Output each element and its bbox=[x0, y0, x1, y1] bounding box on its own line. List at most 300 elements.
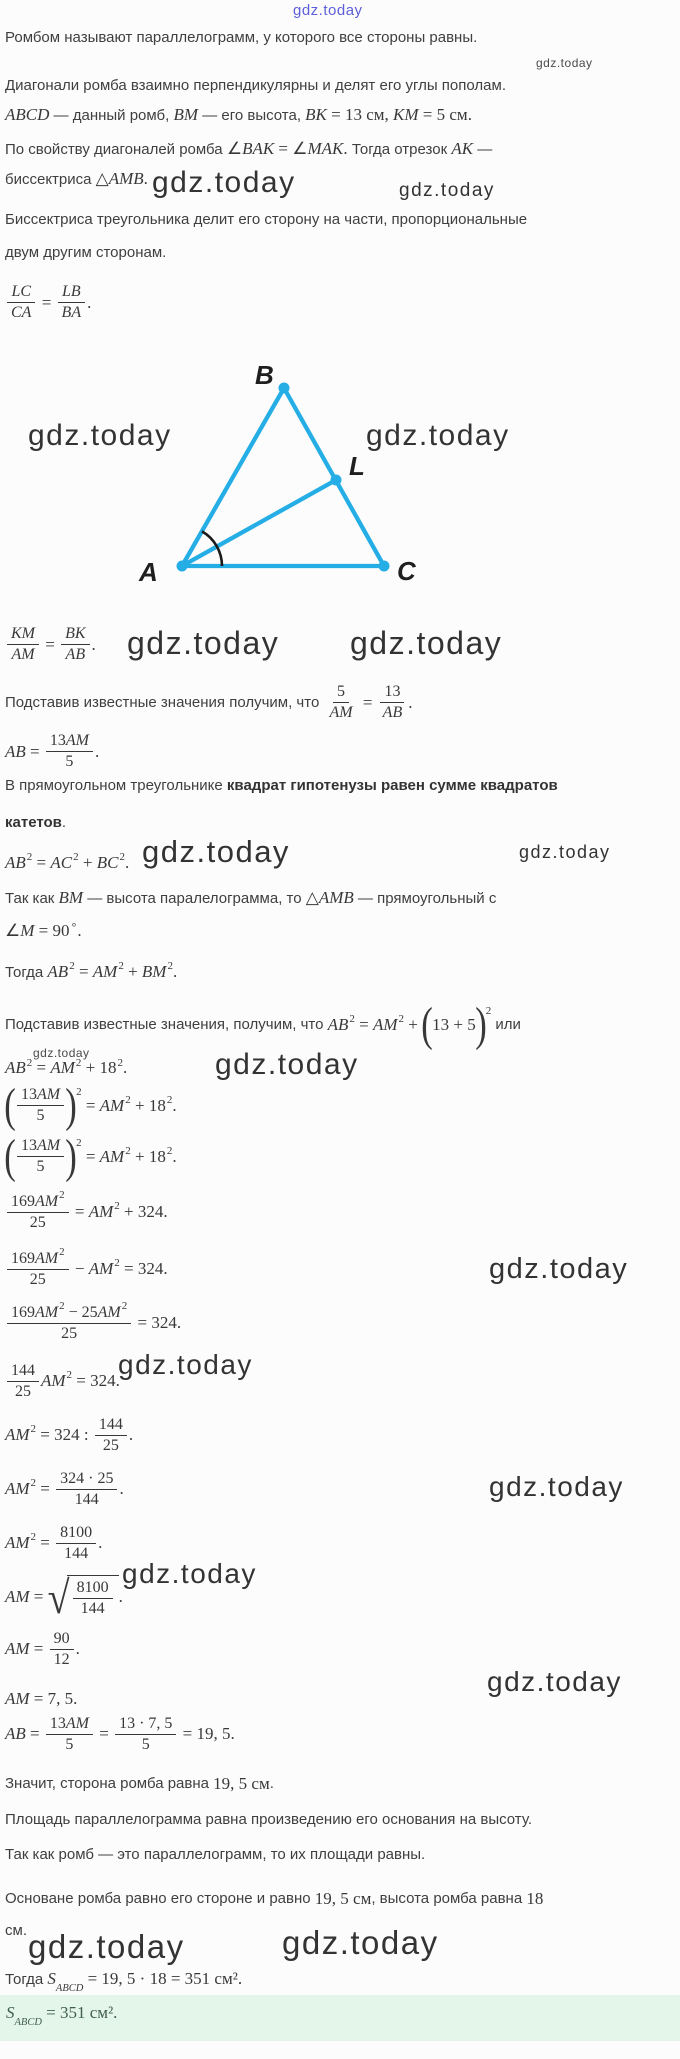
token-text: 324 · 25 bbox=[60, 1469, 114, 1487]
fraction bbox=[17, 1136, 64, 1177]
token-text: 169 bbox=[11, 1303, 35, 1321]
math-token bbox=[131, 1096, 149, 1116]
token-text: BM bbox=[58, 888, 84, 907]
math-token bbox=[227, 777, 558, 794]
token-text: . bbox=[172, 1095, 177, 1115]
token-text: . bbox=[269, 1775, 274, 1793]
math-token bbox=[5, 1479, 36, 1499]
math-token bbox=[32, 853, 50, 873]
solution-line bbox=[5, 1523, 672, 1564]
token-text: △ bbox=[305, 888, 319, 907]
token-text: AM bbox=[65, 1714, 89, 1732]
token-text: AM bbox=[97, 1303, 121, 1321]
math-token bbox=[129, 1425, 133, 1445]
token-text: Тогда bbox=[5, 963, 48, 981]
token-text: AM bbox=[35, 1192, 59, 1210]
math-token bbox=[75, 962, 93, 982]
parenthesized-group bbox=[4, 1079, 82, 1133]
math-token bbox=[119, 1479, 123, 1499]
superscript: 2 bbox=[26, 851, 33, 864]
token-text: 144 bbox=[80, 1599, 105, 1617]
token-text: 144 bbox=[11, 1361, 35, 1379]
token-text: ∠ bbox=[5, 921, 21, 940]
math-token bbox=[5, 1971, 47, 1988]
math-token bbox=[50, 1058, 81, 1078]
token-text: , высота ромба равна bbox=[371, 1890, 527, 1908]
math-token bbox=[50, 1714, 66, 1734]
solution-line bbox=[4, 1130, 672, 1184]
token-text: AM bbox=[99, 1146, 125, 1166]
superscript: 2 bbox=[59, 1189, 65, 1202]
token-text: 19, 5 см bbox=[314, 1888, 372, 1908]
math-token bbox=[384, 682, 400, 702]
token-text: 13 bbox=[20, 1086, 37, 1104]
math-token bbox=[82, 1096, 100, 1116]
math-token bbox=[227, 139, 242, 159]
math-token bbox=[54, 1629, 70, 1649]
token-text: = 324. bbox=[119, 1259, 168, 1279]
token-text: 13 bbox=[20, 1137, 37, 1155]
math-token bbox=[5, 890, 59, 907]
fraction bbox=[50, 1629, 74, 1670]
solution-line bbox=[5, 1889, 672, 1909]
token-text: — его высота, bbox=[198, 106, 306, 124]
token-text: = ∠ bbox=[274, 139, 308, 158]
math-token bbox=[5, 1533, 36, 1553]
token-text: 5 bbox=[141, 1735, 150, 1753]
token-text: M bbox=[20, 921, 35, 940]
gdz-watermark: gdz.today bbox=[118, 1349, 253, 1380]
token-text: Основане ромба равно его стороне и равно bbox=[5, 1890, 315, 1908]
math-token bbox=[100, 1058, 124, 1078]
superscript: 2 bbox=[59, 1300, 65, 1313]
token-text: 18 bbox=[526, 1888, 544, 1908]
token-text: = 5 см. bbox=[418, 105, 472, 124]
token-text: 5 bbox=[337, 683, 346, 700]
math-token bbox=[274, 139, 307, 159]
superscript: 2 bbox=[114, 1200, 120, 1213]
token-text: = bbox=[25, 741, 44, 761]
math-token bbox=[5, 1811, 532, 1828]
token-text: . bbox=[118, 1586, 123, 1606]
token-text: . bbox=[172, 1146, 177, 1166]
math-token bbox=[125, 853, 129, 873]
gdz-watermark: gdz.today bbox=[142, 834, 290, 869]
token-text: см. bbox=[5, 1921, 27, 1939]
math-token bbox=[34, 921, 52, 941]
math-token bbox=[30, 1639, 48, 1659]
token-text: Так как ромб — это параллелограмм, то их площади равны. bbox=[5, 1846, 426, 1864]
token-text: = 19, 5 · 18 = 351 см². bbox=[83, 1969, 243, 1989]
superscript: 2 bbox=[166, 1145, 173, 1158]
token-text: LB bbox=[61, 283, 81, 300]
math-token bbox=[404, 1015, 422, 1035]
solution-line bbox=[5, 813, 672, 833]
token-text: AB bbox=[5, 1058, 26, 1078]
math-token bbox=[83, 1969, 242, 1989]
token-text: . bbox=[128, 1425, 134, 1445]
token-text: AM bbox=[36, 1086, 61, 1104]
token-text: AM bbox=[5, 1688, 30, 1708]
token-text: 169 bbox=[11, 1192, 35, 1210]
gdz-watermark: gdz.today bbox=[487, 1666, 622, 1697]
math-token bbox=[5, 105, 49, 125]
token-text: AM bbox=[5, 1479, 30, 1499]
math-token bbox=[451, 139, 473, 159]
fraction bbox=[46, 731, 93, 772]
math-token bbox=[131, 1147, 149, 1167]
math-token bbox=[337, 682, 345, 702]
math-token bbox=[371, 1890, 526, 1907]
math-token bbox=[5, 171, 96, 188]
token-text: = bbox=[81, 1095, 100, 1115]
gdz-watermark: gdz.today bbox=[536, 56, 593, 70]
solution-line bbox=[5, 1189, 672, 1233]
math-token bbox=[315, 1889, 372, 1909]
math-token bbox=[11, 303, 31, 323]
math-token bbox=[142, 962, 173, 982]
math-token bbox=[5, 141, 227, 158]
token-text: = 13 см, bbox=[326, 105, 394, 124]
math-token bbox=[5, 1425, 36, 1445]
token-text: В прямоугольном треугольнике bbox=[5, 777, 227, 794]
superscript: 2 bbox=[117, 1056, 124, 1069]
token-text: AB bbox=[65, 646, 86, 663]
superscript: 2 bbox=[30, 1531, 37, 1544]
math-token bbox=[5, 964, 47, 981]
token-text: . bbox=[94, 741, 100, 761]
math-token bbox=[47, 962, 74, 982]
final-answer-line bbox=[6, 2003, 668, 2029]
right-paren: ) bbox=[65, 1130, 77, 1184]
math-token bbox=[36, 1533, 54, 1553]
solution-content bbox=[5, 28, 672, 2041]
token-text: — bbox=[473, 140, 493, 158]
math-token bbox=[5, 1846, 425, 1863]
math-token bbox=[95, 1724, 113, 1744]
token-text: биссектриса bbox=[5, 170, 96, 188]
token-text: = bbox=[41, 634, 60, 654]
math-token bbox=[172, 1096, 176, 1116]
token-text: AM bbox=[5, 1425, 30, 1445]
token-text: = bbox=[354, 1014, 373, 1034]
gdz-watermark: gdz.today bbox=[293, 2, 363, 19]
token-text: BK bbox=[65, 625, 86, 642]
token-text: = 324. bbox=[133, 1313, 182, 1333]
math-token bbox=[5, 814, 62, 831]
superscript: 2 bbox=[398, 1012, 405, 1025]
left-paren: ( bbox=[421, 998, 433, 1051]
math-token bbox=[270, 1775, 274, 1792]
token-text: Диагонали ромба взаимно перпендикулярны и делят его углы пополам. bbox=[5, 76, 506, 94]
fraction bbox=[17, 1085, 64, 1126]
math-token bbox=[36, 1425, 93, 1445]
token-text: AB bbox=[5, 1724, 26, 1744]
math-token bbox=[354, 890, 497, 907]
math-token bbox=[37, 1157, 45, 1177]
math-token bbox=[81, 1599, 105, 1619]
math-token bbox=[6, 2003, 42, 2029]
superscript: 2 bbox=[167, 960, 173, 973]
token-text: 5 bbox=[36, 1158, 45, 1176]
solution-line bbox=[5, 682, 672, 723]
token-text: 13 bbox=[49, 1714, 66, 1732]
radicand bbox=[67, 1575, 119, 1619]
parenthesized-group bbox=[4, 1130, 82, 1184]
math-token bbox=[92, 635, 96, 655]
math-token bbox=[327, 1012, 355, 1035]
fraction bbox=[7, 1300, 131, 1344]
math-token bbox=[35, 1246, 65, 1269]
token-text: AM bbox=[35, 1303, 59, 1321]
token-text: Значит, сторона ромба равна bbox=[5, 1775, 214, 1793]
token-text: — высота паралелограмма, то bbox=[83, 889, 306, 907]
fraction bbox=[7, 624, 39, 665]
solution-line bbox=[5, 1810, 672, 1830]
token-text: △ bbox=[95, 169, 109, 188]
token-text: S bbox=[6, 2003, 15, 2023]
token-text: 25 bbox=[29, 1213, 46, 1231]
math-token bbox=[60, 1523, 92, 1543]
gdz-watermark: gdz.today bbox=[127, 625, 280, 661]
fraction bbox=[95, 1415, 127, 1456]
token-text: BM bbox=[173, 105, 199, 124]
token-text: KM bbox=[11, 625, 35, 642]
token-text: + bbox=[130, 1146, 149, 1166]
token-text: или bbox=[491, 1016, 521, 1034]
token-text: BC bbox=[96, 853, 119, 872]
token-text: = bbox=[29, 1639, 48, 1659]
fraction bbox=[7, 1189, 69, 1233]
token-text: AM bbox=[41, 1371, 66, 1391]
token-text: − 25 bbox=[64, 1303, 98, 1321]
token-text: 12 bbox=[53, 1650, 70, 1668]
math-token bbox=[109, 169, 144, 189]
gdz-watermark: gdz.today bbox=[28, 1928, 185, 1965]
token-text: . bbox=[172, 962, 178, 981]
fraction bbox=[115, 1714, 176, 1755]
math-token bbox=[5, 742, 26, 762]
math-token bbox=[124, 962, 142, 982]
token-text: = bbox=[36, 1533, 55, 1553]
math-token bbox=[5, 1016, 328, 1033]
token-text: — прямоугольный с bbox=[353, 889, 497, 907]
solution-line bbox=[5, 76, 672, 96]
token-text: = bbox=[36, 1479, 55, 1499]
math-token bbox=[172, 1147, 176, 1167]
token-text: . bbox=[143, 169, 148, 188]
solution-line bbox=[5, 139, 672, 159]
math-token bbox=[5, 777, 227, 794]
token-text: . bbox=[123, 1058, 128, 1078]
token-text: Биссектриса треугольника делит его сторону на части, пропорциональные bbox=[5, 211, 528, 228]
token-text: AK bbox=[451, 139, 474, 158]
token-text: AB bbox=[382, 704, 403, 721]
fraction bbox=[46, 1714, 93, 1755]
gdz-watermark: gdz.today bbox=[28, 419, 172, 452]
token-text: 90 bbox=[53, 1629, 70, 1647]
solution-line bbox=[5, 776, 672, 796]
math-token bbox=[526, 1889, 543, 1909]
gdz-watermark: gdz.today bbox=[519, 842, 611, 862]
math-token bbox=[30, 1213, 46, 1233]
superscript: 2 bbox=[76, 1137, 82, 1150]
vertex-dot-C bbox=[379, 561, 390, 572]
math-token bbox=[11, 282, 31, 302]
right-paren: ) bbox=[474, 998, 487, 1051]
token-text: 8100 bbox=[76, 1578, 109, 1596]
math-token bbox=[37, 1136, 60, 1156]
math-token bbox=[53, 921, 78, 941]
solution-line bbox=[5, 1361, 672, 1402]
superscript: 2 bbox=[66, 1369, 73, 1382]
token-text: . bbox=[61, 813, 67, 831]
solution-line bbox=[5, 731, 672, 772]
gdz-watermark: gdz.today bbox=[489, 1253, 629, 1285]
math-token bbox=[178, 1724, 234, 1744]
math-token bbox=[72, 1371, 120, 1391]
math-token bbox=[77, 1578, 109, 1598]
math-token bbox=[5, 1058, 32, 1078]
token-text: Площадь параллелограмма равна произведению его основания на высоту. bbox=[5, 1810, 532, 1828]
math-token bbox=[49, 107, 173, 124]
math-token bbox=[100, 1096, 131, 1116]
solution-line bbox=[5, 1415, 672, 1456]
math-token bbox=[30, 1689, 78, 1709]
token-text: AM bbox=[329, 704, 353, 721]
superscript: 2 bbox=[75, 1056, 82, 1069]
vertex-dot-B bbox=[279, 383, 290, 394]
token-text: 13 · 7, 5 bbox=[119, 1714, 173, 1732]
token-text: = 324 : bbox=[36, 1425, 93, 1445]
solution-line bbox=[5, 210, 672, 230]
solution-line bbox=[5, 105, 672, 125]
token-text: 144 bbox=[74, 1490, 99, 1508]
answer-box bbox=[0, 1995, 680, 2041]
token-text: . bbox=[98, 1533, 103, 1553]
token-text: 18 bbox=[148, 1095, 166, 1115]
math-token bbox=[60, 1469, 113, 1489]
math-token bbox=[89, 1259, 120, 1279]
solution-line bbox=[5, 1969, 672, 1995]
solution-line bbox=[5, 243, 672, 263]
token-text: Так как bbox=[5, 889, 59, 907]
token-text: 13 bbox=[49, 732, 66, 749]
token-text: 13 bbox=[384, 683, 401, 700]
token-text: = bbox=[25, 1724, 44, 1744]
token-text: . bbox=[87, 292, 92, 312]
token-text: Тогда отрезок bbox=[351, 140, 452, 158]
token-text: 13 + 5 bbox=[432, 1014, 476, 1034]
math-token bbox=[11, 624, 35, 644]
gdz-watermark: gdz.today bbox=[282, 1924, 439, 1961]
math-token bbox=[26, 742, 44, 762]
token-text: Подставив известные значения, получим, что bbox=[5, 1016, 328, 1034]
math-token bbox=[432, 1015, 476, 1035]
token-text: 19, 5 см bbox=[213, 1773, 270, 1793]
solution-line bbox=[5, 921, 672, 941]
subscript: ABCD bbox=[55, 1983, 84, 1995]
math-token bbox=[120, 1202, 168, 1222]
math-token bbox=[242, 139, 274, 159]
math-token bbox=[198, 107, 305, 124]
gdz-watermark: gdz.today bbox=[33, 1046, 90, 1060]
token-text: AB bbox=[5, 853, 26, 872]
superscript: 2 bbox=[125, 1094, 131, 1107]
math-token bbox=[62, 814, 66, 831]
token-text: = bbox=[74, 962, 93, 981]
superscript: 2 bbox=[59, 1246, 65, 1259]
solution-line bbox=[5, 962, 672, 982]
math-token bbox=[37, 293, 55, 313]
vertex-label: B bbox=[255, 362, 274, 390]
math-token bbox=[213, 1774, 270, 1794]
math-token bbox=[393, 105, 419, 125]
math-token bbox=[120, 1259, 168, 1279]
token-text: AMB bbox=[108, 169, 144, 188]
math-token bbox=[89, 1202, 120, 1222]
token-text: AM bbox=[5, 1586, 30, 1606]
math-token bbox=[66, 645, 86, 665]
math-token bbox=[65, 1735, 73, 1755]
token-text: Подставив известные значения получим, что bbox=[5, 694, 324, 711]
math-token bbox=[50, 731, 66, 751]
gdz-watermark: gdz.today bbox=[152, 166, 296, 199]
token-text: + bbox=[81, 1058, 100, 1078]
token-text: Тогда bbox=[5, 1970, 48, 1988]
fraction bbox=[56, 1469, 117, 1510]
math-token bbox=[352, 141, 451, 158]
token-text: квадрат гипотенузы равен сумме квадратов bbox=[226, 777, 558, 794]
solution-line bbox=[5, 1845, 672, 1865]
solution-line bbox=[5, 1300, 672, 1344]
math-token bbox=[5, 694, 323, 711]
gdz-watermark: gdz.today bbox=[366, 419, 510, 452]
token-text: . bbox=[124, 853, 130, 872]
token-text: AM bbox=[35, 1249, 59, 1267]
math-token bbox=[306, 888, 319, 908]
math-token bbox=[54, 1650, 70, 1670]
math-token bbox=[96, 169, 109, 189]
superscript: 2 bbox=[166, 1094, 173, 1107]
vertex-label: L bbox=[349, 451, 365, 481]
math-token bbox=[142, 1735, 150, 1755]
token-text: AB bbox=[47, 962, 69, 981]
math-token bbox=[21, 1085, 37, 1105]
math-token bbox=[47, 1969, 84, 1995]
solution-line bbox=[5, 169, 672, 189]
token-text: По свойству диагоналей ромба bbox=[5, 140, 227, 158]
gdz-watermark: gdz.today bbox=[122, 1558, 257, 1589]
math-token bbox=[5, 1689, 30, 1709]
fraction bbox=[7, 1246, 69, 1290]
math-token bbox=[71, 1259, 89, 1279]
math-token bbox=[35, 1189, 65, 1212]
vertex-label: C bbox=[397, 556, 416, 586]
superscript: ∘ bbox=[70, 919, 78, 932]
token-text: . bbox=[119, 1479, 124, 1499]
token-text: LC bbox=[11, 283, 32, 300]
token-text: = bbox=[32, 853, 51, 872]
math-token bbox=[329, 703, 352, 723]
math-token bbox=[473, 141, 492, 158]
math-token bbox=[75, 1490, 99, 1510]
token-text: BA bbox=[61, 304, 82, 321]
token-text: AM bbox=[92, 962, 118, 981]
math-token bbox=[97, 853, 125, 873]
math-token bbox=[59, 888, 84, 908]
math-token bbox=[61, 1324, 77, 1344]
